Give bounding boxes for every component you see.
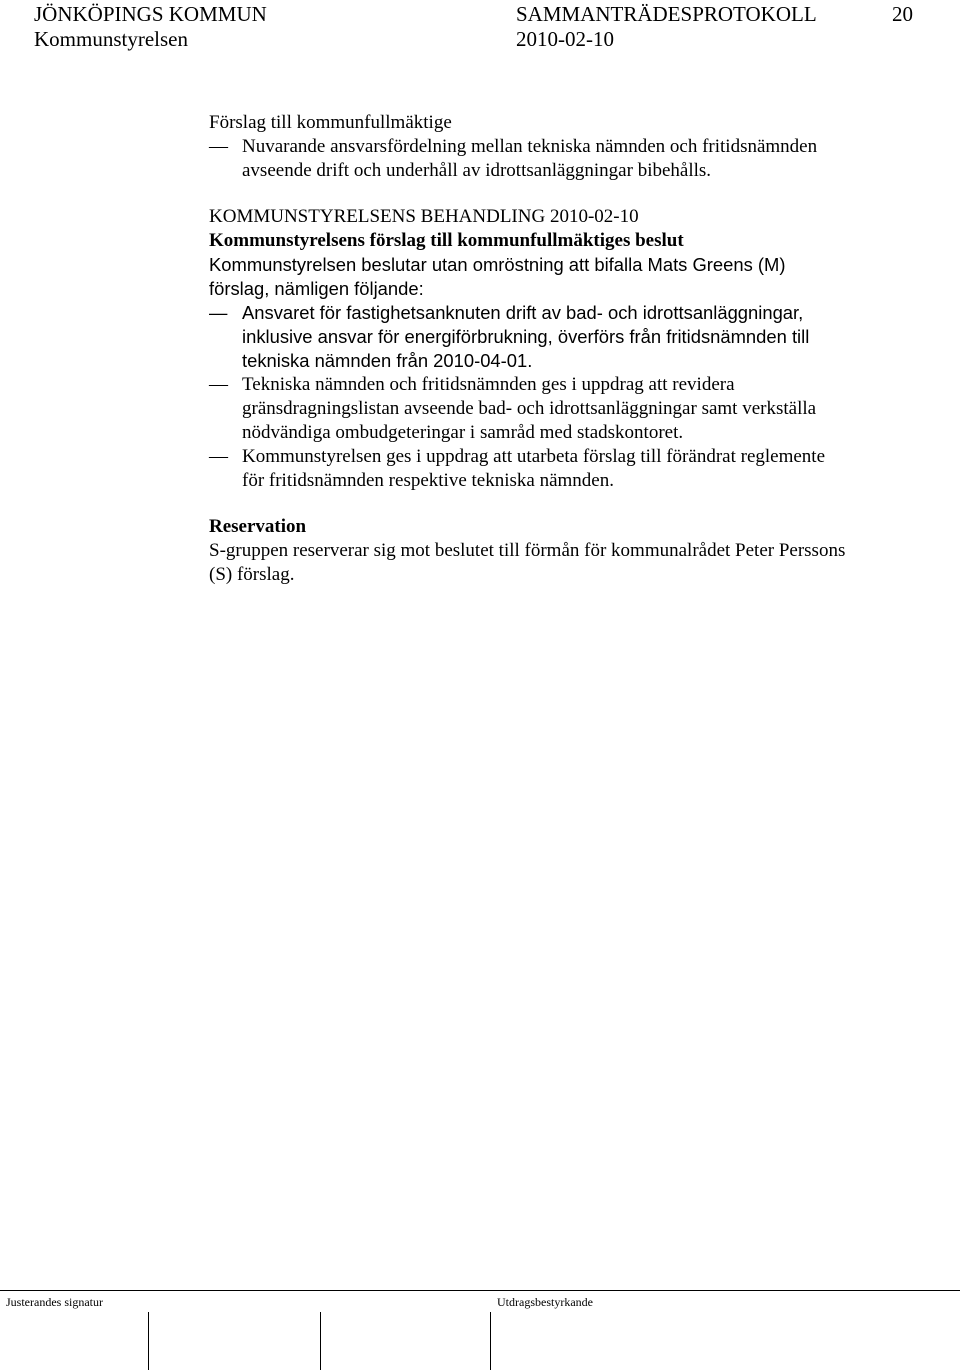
proposal-heading: Förslag till kommunfullmäktige <box>209 112 452 133</box>
handling-title: KOMMUNSTYRELSENS BEHANDLING 2010-02-10 <box>209 206 639 227</box>
reservation-text: S-gruppen reserverar sig mot beslutet till förmån för kommunalrådet Peter Perssons (S) förslag. <box>209 540 846 585</box>
decision-list-continued <box>209 373 849 493</box>
page-number: 20 <box>892 2 913 26</box>
signature-box-divider <box>320 1312 321 1370</box>
decision-list <box>209 301 849 373</box>
list-item-text: Nuvarande ansvarsfördelning mellan tekniska nämnden och fritidsnämnden avseende drift och underhåll av idrottsanläggningar bibehålls. <box>242 136 818 181</box>
list-item-text: Tekniska nämnden och fritidsnämnden ges i uppdrag att revidera gränsdragningslistan avseende bad- och idrottsanläggningar samt verkställa nödvändiga ombudgeteringar i samråd med stadskontoret. <box>242 374 817 443</box>
signature-label: Justerandes signatur <box>6 1295 103 1309</box>
list-item <box>209 135 849 183</box>
signature-box-divider <box>490 1312 491 1370</box>
handling-subheading: Kommunstyrelsens förslag till kommunfullmäktiges beslut <box>209 230 684 251</box>
organization-name: JÖNKÖPINGS KOMMUN <box>34 2 267 26</box>
signature-box-divider <box>148 1312 149 1370</box>
meeting-date: 2010-02-10 <box>516 27 614 51</box>
document-body <box>209 111 849 587</box>
list-item <box>209 301 849 373</box>
handling-intro: Kommunstyrelsen beslutar utan omröstning att bifalla Mats Greens (M) förslag, nämligen följande: <box>209 254 786 299</box>
certification-label: Utdragsbestyrkande <box>497 1295 593 1309</box>
list-item-text: Kommunstyrelsen ges i uppdrag att utarbeta förslag till förändrat reglemente för fritidsnämnden respektive tekniska nämnden. <box>242 446 826 491</box>
list-item <box>209 445 849 493</box>
dash-bullet: — <box>209 446 228 467</box>
list-item-text: Ansvaret för fastighetsanknuten drift av bad- och idrottsanläggningar, inklusive ansvar för energiförbrukning, överförs från fritidsnämnden till tekniska nämnden från 2010-04-01. <box>242 302 810 371</box>
list-item <box>209 373 849 445</box>
footer-divider <box>0 1290 960 1291</box>
reservation-heading: Reservation <box>209 516 307 537</box>
committee-name: Kommunstyrelsen <box>34 27 188 51</box>
dash-bullet: — <box>209 374 228 395</box>
dash-bullet: — <box>209 136 228 157</box>
document-type: SAMMANTRÄDESPROTOKOLL <box>516 2 817 26</box>
proposal-list <box>209 135 849 183</box>
dash-bullet: — <box>209 302 228 323</box>
